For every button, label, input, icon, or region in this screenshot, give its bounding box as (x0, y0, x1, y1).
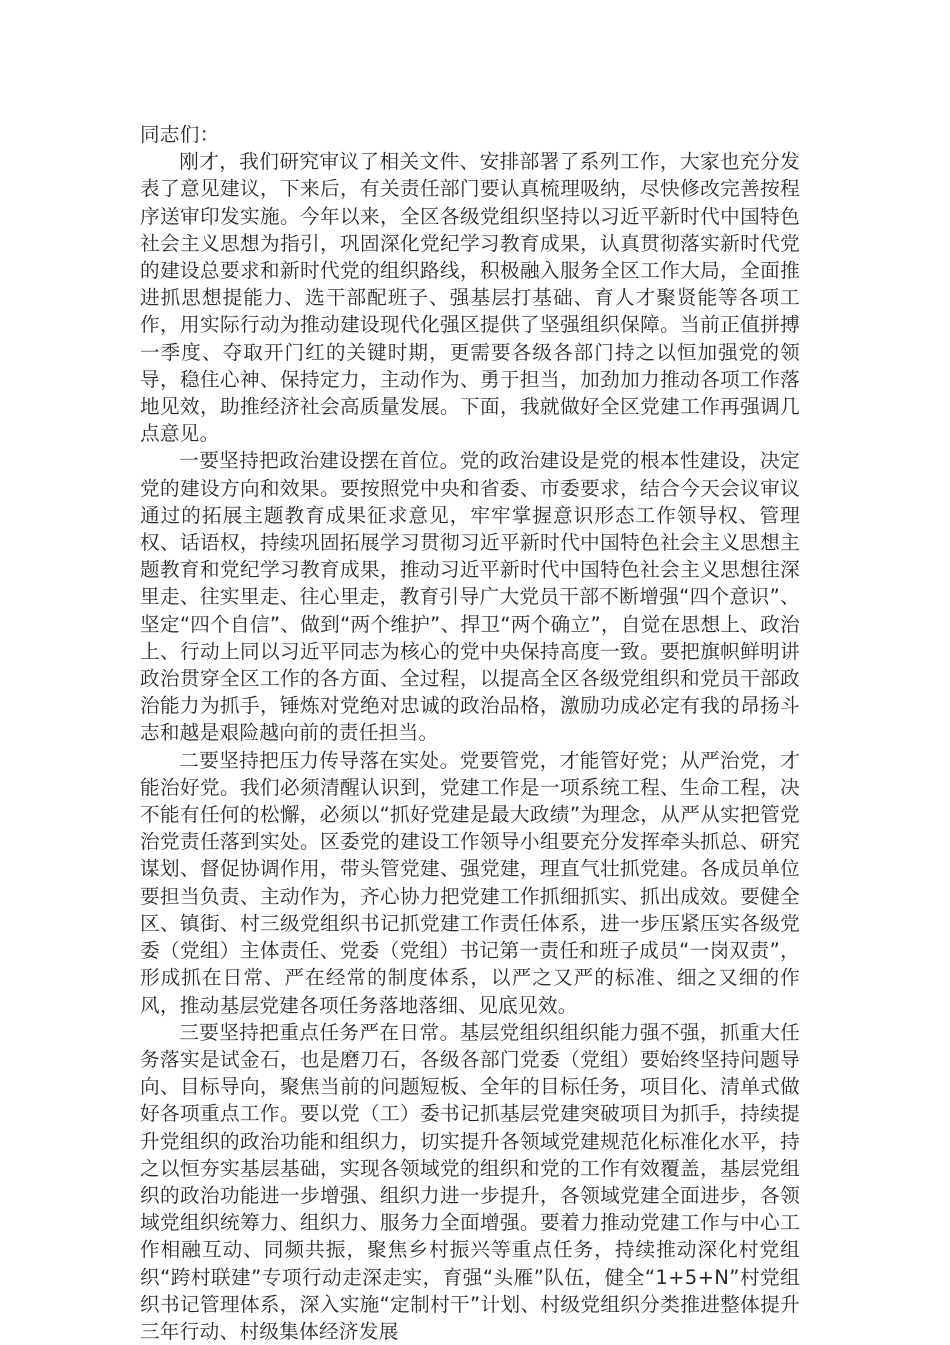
paragraph-political-construction: 一要坚持把政治建设摆在首位。党的政治建设是党的根本性建设，决定党的建设方向和效果。要按照党中央和省委、市委要求，结合今天会议审议通过的拓展主题教育成果征求意见，牢牢掌握意识形态工作领导权、管理权、话语权，持续巩固拓展学习贯彻习近平新时代中国特色社会主义思想主题教育和党纪学习教育成果，推动习近平新时代中国特色社会主义思想往深里走、往实里走、往心里走，教育引导广大党员干部不断增强“四个意识”、坚定“四个自信”、做到“两个维护”、捍卫“两个确立”，自觉在思想上、政治上、行动上同以习近平同志为核心的党中央保持高度一致。要把旗帜鲜明讲政治贯穿全区工作的各方面、全过程，以提高全区各级党组织和党员干部政治能力为抓手，锤炼对党绝对忠诚的政治品格，激励功成必定有我的昂扬斗志和越是艰险越向前的责任担当。 (140, 449, 800, 745)
document-body (140, 121, 800, 1345)
paragraph-key-tasks: 三要坚持把重点任务严在日常。基层党组织组织能力强不强，抓重大任务落实是试金石，也是磨刀石，各级各部门党委（党组）要始终坚持问题导向、目标导向，聚焦当前的问题短板、全年的目标任务，项目化、清单式做好各项重点工作。要以党（工）委书记抓基层党建突破项目为抓手，持续提升党组织的政治功能和组织力，切实提升各领域党建规范化标准化水平，持之以恒夯实基层基础，实现各领域党的组织和党的工作有效覆盖，基层党组织的政治功能进一步增强、组织力进一步提升，各领域党建全面进步，各领域党组织统筹力、组织力、服务力全面增强。要着力推动党建工作与中心工作相融互动、同频共振，聚焦乡村振兴等重点任务，持续推动深化村党组织“跨村联建”专项行动走深走实，育强“头雁”队伍，健全“1+5+N”村党组织书记管理体系，深入实施“定制村干”计划、村级党组织分类推进整体提升三年行动、村级集体经济发展 (140, 1020, 800, 1343)
paragraph-opening: 刚才，我们研究审议了相关文件、安排部署了系列工作，大家也充分发表了意见建议，下来后，有关责任部门要认真梳理吸纳，尽快修改完善按程序送审印发实施。今年以来，全区各级党组织坚持以习近平新时代中国特色社会主义思想为指引，巩固深化党纪学习教育成果，认真贯彻落实新时代党的建设总要求和新时代党的组织路线，积极融入服务全区工作大局，全面推进抓思想提能力、选干部配班子、强基层打基础、育人才聚贤能等各项工作，用实际行动为推动建设现代化强区提供了坚强组织保障。当前正值拼搏一季度、夺取开门红的关键时期，更需要各级各部门持之以恒加强党的领导，稳住心神、保持定力，主动作为、勇于担当，加劲加力推动各项工作落地见效，助推经济社会高质量发展。下面，我就做好全区党建工作再强调几点意见。 (140, 150, 800, 446)
salutation: 同志们： (140, 123, 220, 146)
paragraph-pressure-transmission: 二要坚持把压力传导落在实处。党要管党，才能管好党；从严治党，才能治好党。我们必须清醒认识到，党建工作是一项系统工程、生命工程，决不能有任何的松懈，必须以“抓好党建是最大政绩”为理念，从严从实把管党治党责任落到实处。区委党的建设工作领导小组要充分发挥牵头抓总、研究谋划、督促协调作用，带头管党建、强党建，理直气壮抓党建。各成员单位要担当负责、主动作为，齐心协力把党建工作抓细抓实、抓出成效。要健全区、镇街、村三级党组织书记抓党建工作责任体系，进一步压紧压实各级党委（党组）主体责任、党委（党组）书记第一责任和班子成员“一岗双责”，形成抓在日常、严在经常的制度体系，以严之又严的标准、细之又细的作风，推动基层党建各项任务落地落细、见底见效。 (140, 748, 800, 1017)
